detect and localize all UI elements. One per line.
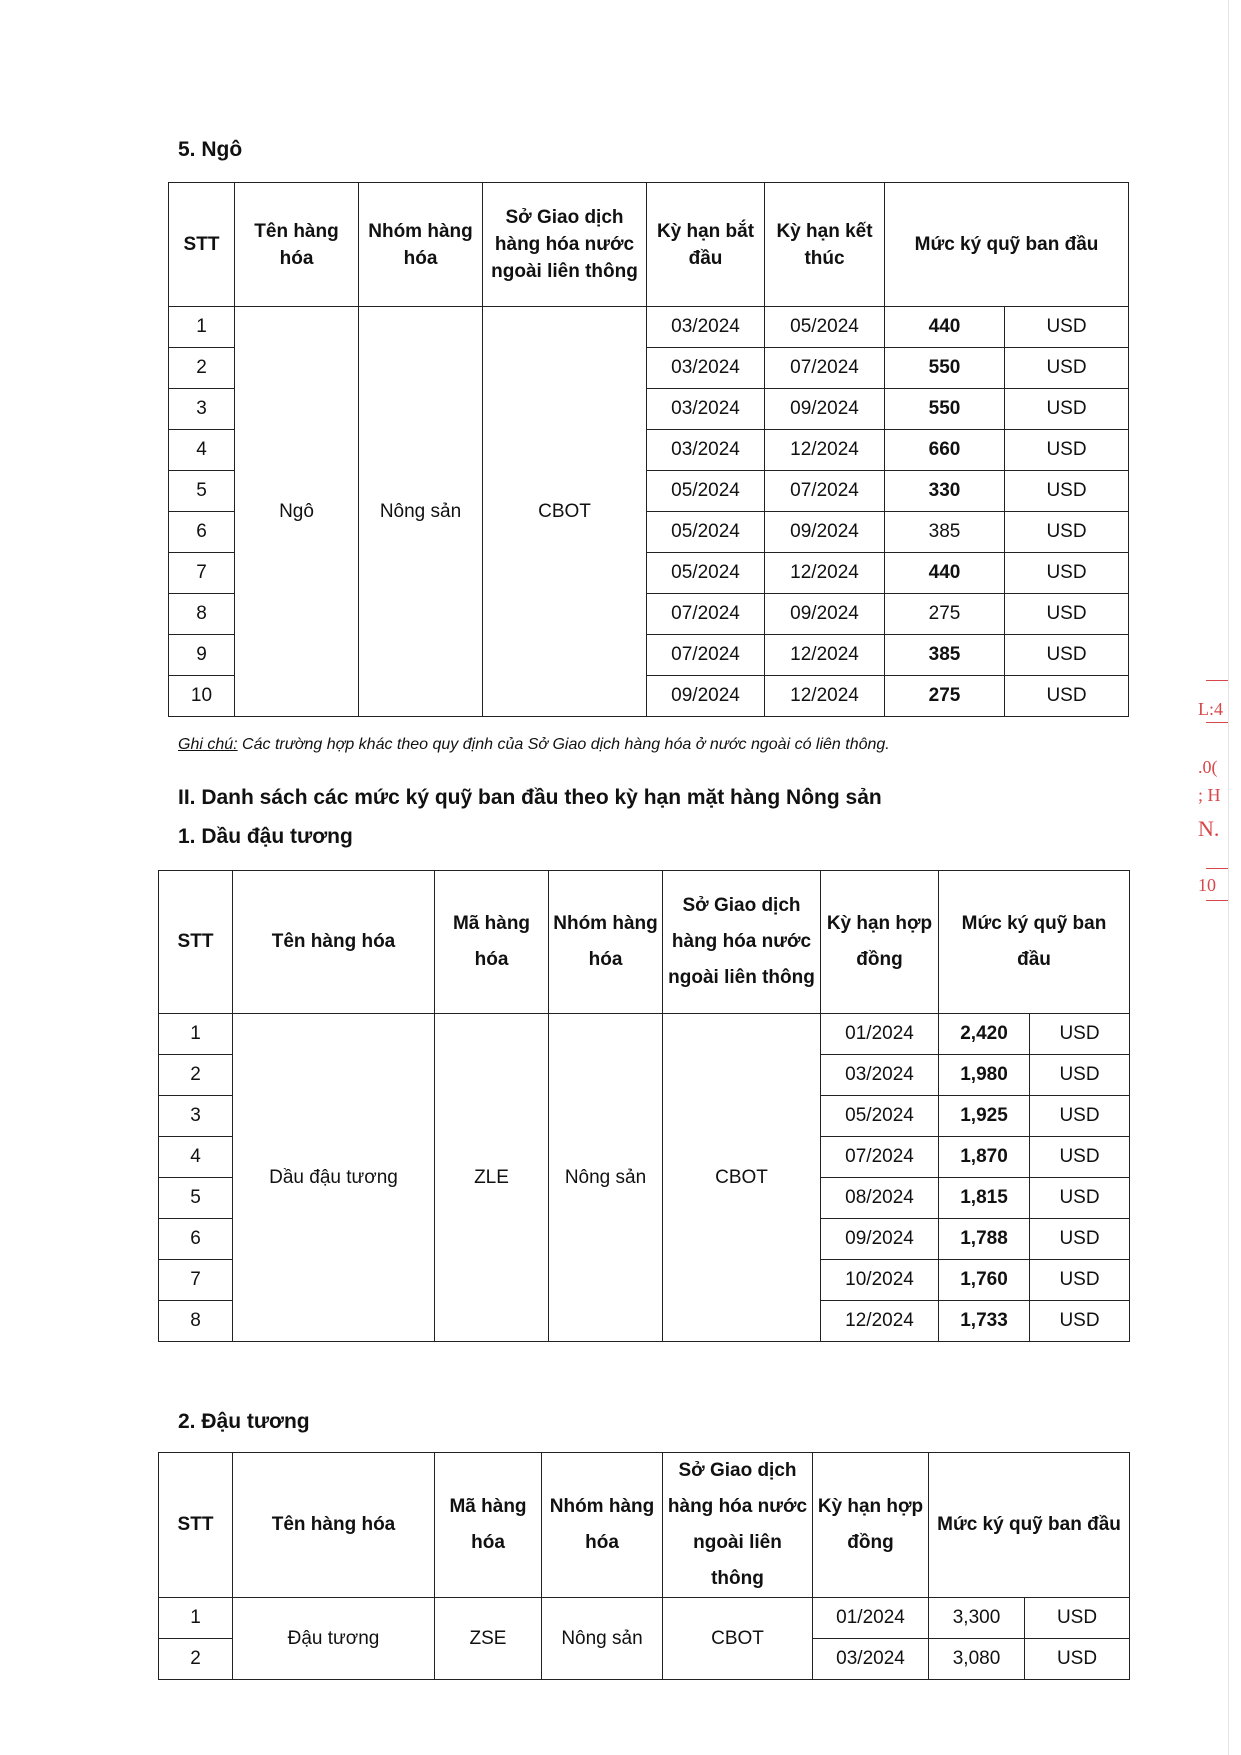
header-stt: STT (169, 183, 235, 307)
cell-stt: 3 (159, 1096, 233, 1137)
cell-currency: USD (1025, 1639, 1130, 1680)
cell-amount: 330 (885, 471, 1005, 512)
soybean-margin-table (158, 1452, 1130, 1680)
stamp-text: 10 (1198, 875, 1216, 895)
header-term: Kỳ hạn hợp đồng (821, 871, 939, 1014)
cell-amount: 440 (885, 307, 1005, 348)
header-margin: Mức ký quỹ ban đầu (929, 1453, 1130, 1598)
cell-start: 05/2024 (647, 512, 765, 553)
cell-amount: 275 (885, 676, 1005, 717)
cell-stt: 8 (169, 594, 235, 635)
table-row (169, 307, 1129, 348)
cell-currency: USD (1030, 1055, 1130, 1096)
header-group: Nhóm hàng hóa (359, 183, 483, 307)
cell-product: Đậu tương (233, 1598, 435, 1680)
header-code: Mã hàng hóa (435, 1453, 542, 1598)
table-header-row (159, 871, 1130, 1014)
cell-end: 05/2024 (765, 307, 885, 348)
cell-currency: USD (1005, 471, 1129, 512)
cell-stt: 1 (169, 307, 235, 348)
table-header-row (169, 183, 1129, 307)
cell-term: 08/2024 (821, 1178, 939, 1219)
table-row (159, 1598, 1130, 1639)
header-code: Mã hàng hóa (435, 871, 549, 1014)
header-exchange: Sở Giao dịch hàng hóa nước ngoài liên thông (663, 871, 821, 1014)
header-product: Tên hàng hóa (235, 183, 359, 307)
cell-stt: 4 (169, 430, 235, 471)
cell-start: 03/2024 (647, 389, 765, 430)
cell-currency: USD (1005, 389, 1129, 430)
cell-stt: 1 (159, 1598, 233, 1639)
cell-stt: 7 (169, 553, 235, 594)
corn-margin-table (168, 182, 1129, 717)
page-edge (1228, 0, 1229, 1755)
cell-stt: 1 (159, 1014, 233, 1055)
cell-amount: 440 (885, 553, 1005, 594)
cell-stt: 5 (169, 471, 235, 512)
cell-end: 12/2024 (765, 553, 885, 594)
cell-amount: 3,080 (929, 1639, 1025, 1680)
cell-amount: 1,815 (939, 1178, 1030, 1219)
table-header-row (159, 1453, 1130, 1598)
cell-term: 07/2024 (821, 1137, 939, 1178)
cell-amount: 1,788 (939, 1219, 1030, 1260)
stamp-text: N. (1198, 816, 1220, 841)
cell-stt: 6 (159, 1219, 233, 1260)
cell-stt: 10 (169, 676, 235, 717)
section-heading: 1. Dầu đậu tương (178, 825, 353, 848)
cell-stt: 2 (169, 348, 235, 389)
cell-end: 09/2024 (765, 512, 885, 553)
cell-code: ZLE (435, 1014, 549, 1342)
cell-stt: 4 (159, 1137, 233, 1178)
table-row (159, 1014, 1130, 1055)
soybean-oil-margin-table (158, 870, 1130, 1342)
cell-start: 05/2024 (647, 471, 765, 512)
stamp-line (1206, 900, 1228, 901)
stamp-line (1206, 722, 1228, 723)
cell-currency: USD (1005, 553, 1129, 594)
cell-amount: 275 (885, 594, 1005, 635)
cell-amount: 3,300 (929, 1598, 1025, 1639)
cell-currency: USD (1030, 1301, 1130, 1342)
cell-exchange: CBOT (483, 307, 647, 717)
header-stt: STT (159, 871, 233, 1014)
cell-end: 07/2024 (765, 348, 885, 389)
cell-amount: 550 (885, 389, 1005, 430)
table-note (178, 736, 890, 754)
cell-amount: 1,760 (939, 1260, 1030, 1301)
cell-amount: 2,420 (939, 1014, 1030, 1055)
cell-product: Dầu đậu tương (233, 1014, 435, 1342)
header-product: Tên hàng hóa (233, 1453, 435, 1598)
cell-currency: USD (1025, 1598, 1130, 1639)
cell-term: 01/2024 (821, 1014, 939, 1055)
stamp-line (1206, 680, 1228, 681)
cell-amount: 1,733 (939, 1301, 1030, 1342)
cell-end: 12/2024 (765, 430, 885, 471)
cell-amount: 385 (885, 635, 1005, 676)
cell-amount: 550 (885, 348, 1005, 389)
cell-start: 05/2024 (647, 553, 765, 594)
header-margin: Mức ký quỹ ban đầu (885, 183, 1129, 307)
cell-amount: 1,925 (939, 1096, 1030, 1137)
cell-start: 03/2024 (647, 307, 765, 348)
cell-currency: USD (1030, 1014, 1130, 1055)
header-exchange: Sở Giao dịch hàng hóa nước ngoài liên thông (483, 183, 647, 307)
header-term: Kỳ hạn hợp đồng (813, 1453, 929, 1598)
cell-stt: 3 (169, 389, 235, 430)
cell-group: Nông sản (359, 307, 483, 717)
cell-start: 03/2024 (647, 430, 765, 471)
cell-start: 07/2024 (647, 594, 765, 635)
cell-currency: USD (1030, 1260, 1130, 1301)
header-start-term: Kỳ hạn bắt đầu (647, 183, 765, 307)
cell-amount: 1,980 (939, 1055, 1030, 1096)
cell-start: 09/2024 (647, 676, 765, 717)
cell-currency: USD (1005, 430, 1129, 471)
cell-currency: USD (1030, 1178, 1130, 1219)
stamp-text: ; H (1198, 785, 1221, 805)
cell-term: 10/2024 (821, 1260, 939, 1301)
cell-term: 03/2024 (821, 1055, 939, 1096)
cell-amount: 660 (885, 430, 1005, 471)
cell-stt: 5 (159, 1178, 233, 1219)
cell-term: 05/2024 (821, 1096, 939, 1137)
part-heading: II. Danh sách các mức ký quỹ ban đầu theo kỳ hạn mặt hàng Nông sản (178, 786, 882, 809)
cell-start: 07/2024 (647, 635, 765, 676)
cell-stt: 9 (169, 635, 235, 676)
cell-term: 03/2024 (813, 1639, 929, 1680)
header-stt: STT (159, 1453, 233, 1598)
cell-currency: USD (1005, 307, 1129, 348)
cell-start: 03/2024 (647, 348, 765, 389)
stamp-line (1206, 868, 1228, 869)
header-exchange: Sở Giao dịch hàng hóa nước ngoài liên thông (663, 1453, 813, 1598)
cell-end: 12/2024 (765, 676, 885, 717)
cell-stt: 2 (159, 1055, 233, 1096)
cell-term: 01/2024 (813, 1598, 929, 1639)
cell-group: Nông sản (542, 1598, 663, 1680)
header-group: Nhóm hàng hóa (542, 1453, 663, 1598)
cell-end: 09/2024 (765, 594, 885, 635)
cell-currency: USD (1005, 676, 1129, 717)
header-product: Tên hàng hóa (233, 871, 435, 1014)
cell-currency: USD (1005, 635, 1129, 676)
cell-currency: USD (1005, 594, 1129, 635)
cell-term: 09/2024 (821, 1219, 939, 1260)
cell-group: Nông sản (549, 1014, 663, 1342)
cell-amount: 385 (885, 512, 1005, 553)
cell-exchange: CBOT (663, 1014, 821, 1342)
stamp-text: .0( (1198, 757, 1218, 777)
cell-currency: USD (1030, 1096, 1130, 1137)
cell-code: ZSE (435, 1598, 542, 1680)
note-label: Ghi chú: (178, 736, 238, 753)
cell-end: 07/2024 (765, 471, 885, 512)
header-margin: Mức ký quỹ ban đầu (939, 871, 1130, 1014)
header-group: Nhóm hàng hóa (549, 871, 663, 1014)
section-heading: 5. Ngô (178, 138, 243, 161)
cell-currency: USD (1030, 1219, 1130, 1260)
cell-product: Ngô (235, 307, 359, 717)
note-text: Các trường hợp khác theo quy định của Sở Giao dịch hàng hóa ở nước ngoài có liên thông. (237, 736, 890, 753)
cell-currency: USD (1005, 348, 1129, 389)
section-heading: 2. Đậu tương (178, 1410, 310, 1433)
cell-stt: 6 (169, 512, 235, 553)
cell-end: 12/2024 (765, 635, 885, 676)
cell-end: 09/2024 (765, 389, 885, 430)
stamp-text: L:4 (1198, 699, 1223, 719)
cell-stt: 2 (159, 1639, 233, 1680)
cell-stt: 8 (159, 1301, 233, 1342)
cell-currency: USD (1005, 512, 1129, 553)
cell-currency: USD (1030, 1137, 1130, 1178)
cell-amount: 1,870 (939, 1137, 1030, 1178)
header-end-term: Kỳ hạn kết thúc (765, 183, 885, 307)
cell-stt: 7 (159, 1260, 233, 1301)
cell-term: 12/2024 (821, 1301, 939, 1342)
cell-exchange: CBOT (663, 1598, 813, 1680)
